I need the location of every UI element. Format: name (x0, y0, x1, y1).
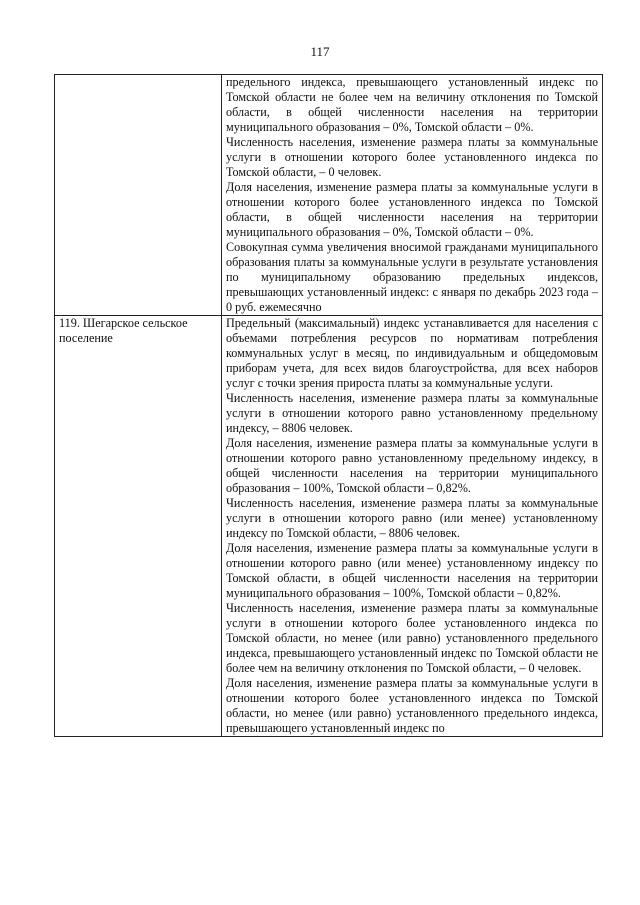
paragraph: Доля населения, изменение размера платы за коммунальные услуги в отношении которого равно установленному предельному индексу, в общей численности населения на территории муниципального образования – 100%, Томской области – 0,82%. (226, 436, 598, 495)
index-table (54, 74, 603, 737)
table-row-119 (55, 316, 603, 737)
paragraph: Доля населения, изменение размера платы за коммунальные услуги в отношении которого более установленного индекса по Томской области, в общей численности населения на территории муниципального образования – 0%, Томской области – 0%. (226, 180, 598, 239)
description-cell (222, 316, 603, 737)
paragraph: предельного индекса, превышающего установленный индекс по Томской области не более чем на величину отклонения по Томской области, в общей численности населения на территории муниципального образования – 0%, Томской области – 0%. (226, 75, 598, 134)
municipality-cell-empty (55, 75, 222, 316)
page-number: 117 (310, 44, 330, 59)
description-cell (222, 75, 603, 316)
municipality-label: 119. Шегарское сельское поселение (59, 316, 188, 345)
table-row-continued (55, 75, 603, 316)
municipality-cell (55, 316, 222, 737)
paragraph: Доля населения, изменение размера платы за коммунальные услуги в отношении которого равно (или менее) установленному индексу по Томской области, в общей численности населения на территории муниципального образования – 100%, Томской области – 0,82%. (226, 541, 598, 600)
paragraph: Совокупная сумма увеличения вносимой гражданами муниципального образования платы за коммунальные услуги в результате установления по муниципальному образованию предельных индексов, превышающих установленный индекс: с января по декабрь 2023 года – 0 руб. ежемесячно (226, 240, 598, 314)
paragraph: Численность населения, изменение размера платы за коммунальные услуги в отношении которого равно установленному предельному индексу, – 8806 человек. (226, 391, 598, 435)
paragraph: Предельный (максимальный) индекс устанавливается для населения с объемами потребления ресурсов по нормативам потребления коммунальных услуг в месяц, по индивидуальным и общедомовым приборам учета, для всех видов благоустройства, для всех наборов услуг с точки зрения прироста платы за коммунальные услуги. (226, 316, 598, 390)
paragraph: Численность населения, изменение размера платы за коммунальные услуги в отношении которого равно (или менее) установленному индексу по Томской области, – 8806 человек. (226, 496, 598, 540)
paragraph: Численность населения, изменение размера платы за коммунальные услуги в отношении которого более установленного индекса по Томской области, – 0 человек. (226, 135, 598, 179)
paragraph: Доля населения, изменение размера платы за коммунальные услуги в отношении которого более установленного индекса по Томской области, но менее (или равно) установленного предельного индекса, превышающего установленный индекс по (226, 676, 598, 735)
paragraph: Численность населения, изменение размера платы за коммунальные услуги в отношении которого более установленного индекса по Томской области, но менее (или равно) установленного предельного индекса, превышающего установленный индекс по Томской области не более чем на величину отклонения по Томской области, – 0 человек. (226, 601, 598, 675)
